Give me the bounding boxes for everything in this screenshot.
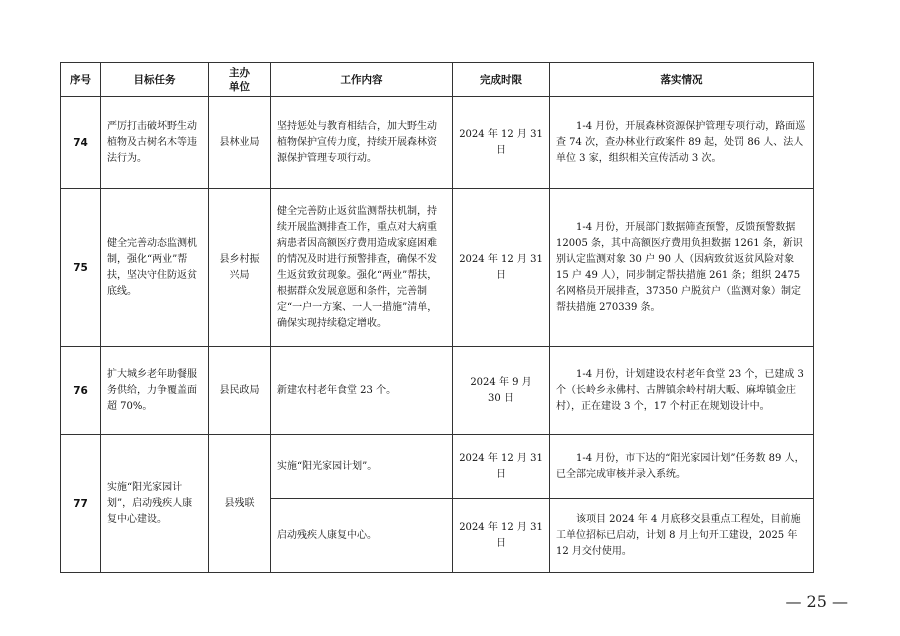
page-number: — 25 — <box>785 592 848 611</box>
row-deadline: 2024 年 12 月 31 日 <box>453 435 550 499</box>
table-row <box>61 97 814 189</box>
row-unit: 县残联 <box>209 435 271 573</box>
row-task: 严厉打击破坏野生动植物及古树名木等违法行为。 <box>101 97 209 189</box>
row-content: 新建农村老年食堂 23 个。 <box>271 347 453 435</box>
row-number: 74 <box>61 97 101 189</box>
table-header-row <box>61 63 814 97</box>
row-content: 坚持惩处与教育相结合，加大野生动植物保护宣传力度，持续开展森林资源保护管理专项行动。 <box>271 97 453 189</box>
row-task: 扩大城乡老年助餐服务供给，力争覆盖面超 70%。 <box>101 347 209 435</box>
row-status: 1-4 月份，市下达的“阳光家园计划”任务数 89 人，已全部完成审核并录入系统。 <box>550 435 814 499</box>
row-deadline: 2024 年 12 月 31 日 <box>453 499 550 573</box>
row-content: 健全完善防止返贫监测帮扶机制，持续开展监测排查工作，重点对大病重病患者因高额医疗费用造成家庭困难的情况及时进行预警排查，确保不发生返贫致贫现象。强化“两业”帮扶，根据群众发展意愿和条件，完善制定“一户一方案、一人一措施”清单，确保实现持续稳定增收。 <box>271 189 453 347</box>
row-status: 1-4 月份，开展森林资源保护管理专项行动，路面巡查 74 次，查办林业行政案件 89 起，处罚 86 人、法人单位 3 家，组织相关宣传活动 3 次。 <box>550 97 814 189</box>
row-unit: 县民政局 <box>209 347 271 435</box>
row-status: 该项目 2024 年 4 月底移交县重点工程处，目前施工单位招标已启动，计划 8 月上旬开工建设，2025 年 12 月交付使用。 <box>550 499 814 573</box>
header-task: 目标任务 <box>101 63 209 97</box>
table-row <box>61 435 814 499</box>
header-status: 落实情况 <box>550 63 814 97</box>
header-unit: 主办 单位 <box>209 63 271 97</box>
header-no: 序号 <box>61 63 101 97</box>
row-deadline: 2024 年 12 月 31 日 <box>453 97 550 189</box>
row-status: 1-4 月份，开展部门数据筛查预警，反馈预警数据 12005 条，其中高额医疗费用负担数据 1261 条，新识别认定监测对象 30 户 90 人（因病致贫返贫风险对象 15 户 49 人），同步制定帮扶措施 261 条；组织 2475 名网格员开展排查，37350 户脱贫户（监测对象）制定帮扶措施 270339 条。 <box>550 189 814 347</box>
row-unit: 县林业局 <box>209 97 271 189</box>
table-row <box>61 347 814 435</box>
row-number: 77 <box>61 435 101 573</box>
row-deadline: 2024 年 9 月 30 日 <box>453 347 550 435</box>
header-content: 工作内容 <box>271 63 453 97</box>
row-deadline: 2024 年 12 月 31 日 <box>453 189 550 347</box>
row-status: 1-4 月份，计划建设农村老年食堂 23 个，已建成 3 个（长岭乡永佛村、古牌镇余岭村胡大畈、麻埠镇金庄村），正在建设 3 个，17 个村正在规划设计中。 <box>550 347 814 435</box>
row-number: 76 <box>61 347 101 435</box>
row-content: 启动残疾人康复中心。 <box>271 499 453 573</box>
table-row <box>61 189 814 347</box>
header-deadline: 完成时限 <box>453 63 550 97</box>
row-task: 实施“阳光家园计划”，启动残疾人康复中心建设。 <box>101 435 209 573</box>
task-table <box>60 62 814 573</box>
row-unit: 县乡村振兴局 <box>209 189 271 347</box>
row-task: 健全完善动态监测机制，强化“两业”帮扶，坚决守住防返贫底线。 <box>101 189 209 347</box>
row-content: 实施“阳光家园计划”。 <box>271 435 453 499</box>
row-number: 75 <box>61 189 101 347</box>
